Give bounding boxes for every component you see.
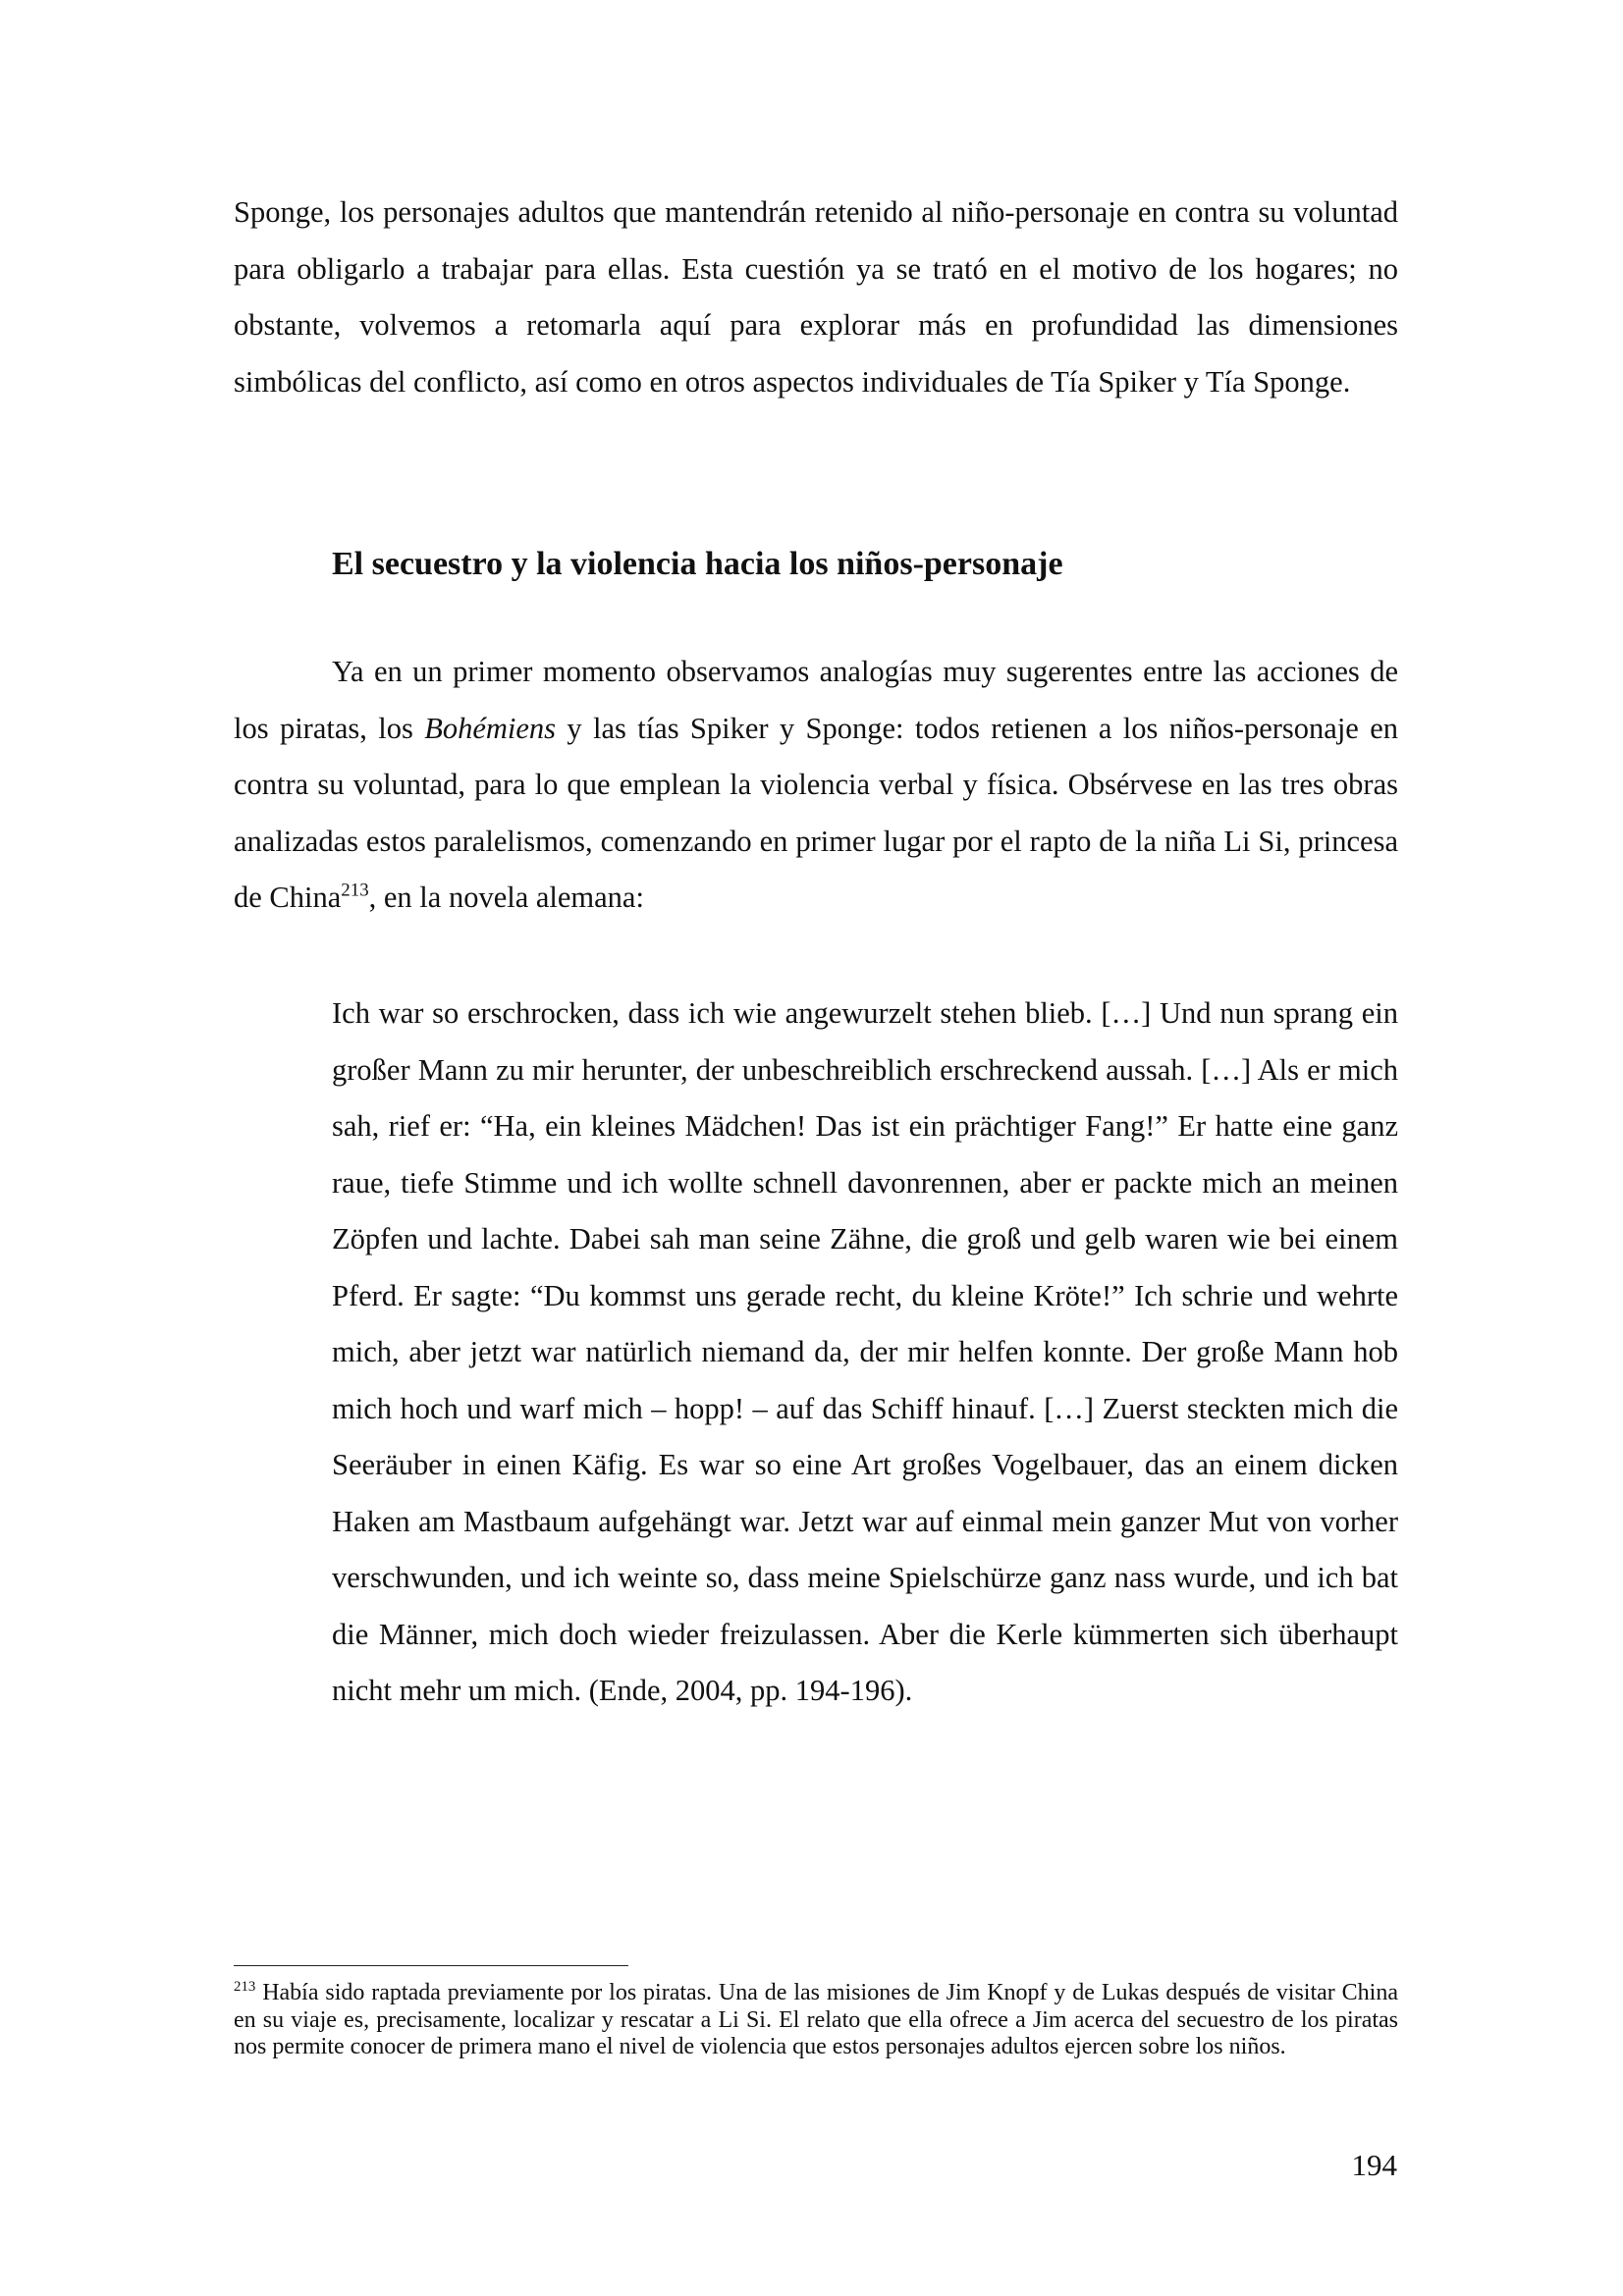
intro-text-end: , en la novela alemana: bbox=[368, 881, 644, 914]
body-paragraph-continuation: Sponge, los personajes adultos que mantendrán retenido al niño-personaje en contra su voluntad para obligarlo a trabajar para ellas. Esta cuestión ya se trató en el motivo de los hogares; no obstante, volvemos a retomarla aquí para explorar más en profundidad las dimensiones simbólicas del conflicto, así como en otros aspectos individuales de Tía Spiker y Tía Sponge. bbox=[234, 195, 1398, 399]
footnote-reference[interactable]: 213 bbox=[341, 880, 369, 901]
block-quotation: Ich war so erschrocken, dass ich wie angewurzelt stehen blieb. […] Und nun sprang ein großer Mann zu mir herunter, der unbeschreiblich erschreckend aussah. […] Als er mich sah, rief er: “Ha, ein kleines Mädchen! Das ist ein prächtiger Fang!” Er hatte eine ganz raue, tiefe Stimme und ich wollte schnell davonrennen, aber er packte mich an meinen Zöpfen und lachte. Dabei sah man seine Zähne, die groß und gelb waren wie bei einem Pferd. Er sagte: “Du kommst uns gerade recht, du kleine Kröte!” Ich schrie und wehrte mich, aber jetzt war natürlich niemand da, der mir helfen konnte. Der große Mann hob mich hoch und warf mich – hopp! – auf das Schiff hinauf. […] Zuerst steckten mich die Seeräuber in einen Käfig. Es war so eine Art großes Vogelbauer, das an einem dicken Haken am Mastbaum aufgehängt war. Jetzt war auf einmal mein ganzer Mut von vorher verschwunden, und ich weinte so, dass meine Spielschürze ganz nass wurde, und ich bat die Männer, mich doch wieder freizulassen. Aber die Kerle kümmerten sich überhaupt nicht mehr um mich. (Ende, 2004, pp. 194-196). bbox=[332, 996, 1398, 1707]
footnote-text: Había sido raptada previamente por los piratas. Una de las misiones de Jim Knopf y de Lukas después de visitar China en su viaje es, precisamente, localizar y rescatar a Li Si. El relato que ella ofrece a Jim acerca del secuestro de los piratas nos permite conocer de primera mano el nivel de violencia que estos personajes adultos ejercen sobre los niños. bbox=[234, 1980, 1398, 2059]
intro-text-start: Ya en un primer momento observamos analogías muy sugerentes entre las acciones de los piratas, los bbox=[234, 655, 1398, 745]
footnote-number: 213 bbox=[234, 1978, 256, 1995]
section-heading: El secuestro y la violencia hacia los niños-personaje bbox=[332, 546, 1063, 582]
body-paragraph-intro bbox=[234, 644, 1398, 927]
footnote-separator bbox=[234, 1965, 628, 1966]
italic-title-bohemiens: Bohémiens bbox=[424, 711, 557, 745]
page-number: 194 bbox=[1351, 2148, 1397, 2182]
footnote bbox=[234, 1980, 1398, 2061]
intro-text-middle: y las tías Spiker y Sponge: todos retienen a los niños-personaje en contra su voluntad, para lo que emplean la violencia verbal y física. Obsérvese en las tres obras analizadas estos paralelismos, comenzando en primer lugar por el rapto de la niña Li Si, princesa de China bbox=[234, 711, 1398, 914]
